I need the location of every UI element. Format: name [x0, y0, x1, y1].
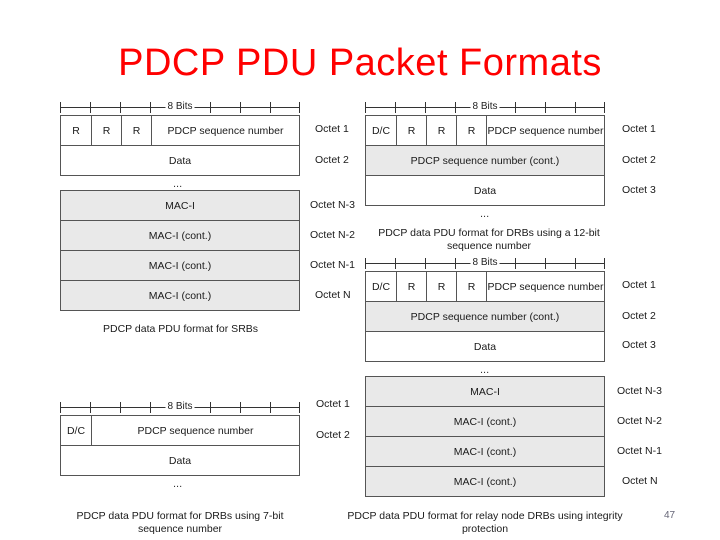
mac-i-cell: MAC-I (cont.)	[148, 259, 212, 272]
sequence-number-cell: PDCP sequence number	[151, 116, 299, 145]
relay-row-mac	[365, 376, 605, 407]
srb-row-header	[60, 115, 300, 146]
srb-row-mac	[60, 280, 300, 311]
r-bit-cell: R	[456, 116, 486, 145]
sequence-number-cell: PDCP sequence number	[486, 272, 604, 301]
octet-label: Octet 2	[622, 154, 656, 166]
r-bit-cell: R	[426, 116, 456, 145]
octet-label: Octet N	[622, 475, 658, 487]
octet-label: Octet N-1	[310, 259, 355, 271]
srb-row-data	[60, 145, 300, 176]
diagram-caption	[50, 510, 310, 536]
r-bit-cell: R	[121, 116, 151, 145]
slide-title: PDCP PDU Packet Formats	[118, 42, 602, 84]
diagram-caption	[330, 510, 640, 536]
octet-label: Octet N-2	[617, 415, 662, 427]
mac-i-cell: MAC-I	[470, 385, 500, 398]
sequence-number-cell: PDCP sequence number	[486, 116, 604, 145]
page-number: 47	[664, 510, 676, 521]
r-bit-cell: R	[396, 272, 426, 301]
caption-line: PDCP data PDU format for relay node DRBs using integrity	[347, 510, 623, 522]
r-bit-cell: R	[426, 272, 456, 301]
ellipsis: ...	[173, 478, 183, 490]
caption-line: protection	[461, 523, 509, 535]
dc-bit-cell: D/C	[66, 424, 86, 437]
relay-row-header	[365, 271, 605, 302]
octet-label: Octet 2	[315, 154, 349, 166]
drb12-row-data	[365, 175, 605, 206]
octet-label: Octet N-3	[617, 385, 662, 397]
data-cell: Data	[473, 184, 497, 197]
sequence-number-cell: PDCP sequence number	[91, 416, 299, 445]
caption-line: sequence number	[137, 523, 223, 535]
bits-label: 8 Bits	[472, 257, 498, 268]
drb12-row-header	[365, 115, 605, 146]
ellipsis: ...	[480, 208, 490, 220]
mac-i-cell: MAC-I (cont.)	[453, 415, 517, 428]
mac-i-cell: MAC-I (cont.)	[453, 445, 517, 458]
octet-label: Octet 2	[622, 310, 656, 322]
caption-line: sequence number	[446, 240, 532, 252]
dc-bit-cell: D/C	[371, 280, 391, 293]
octet-label: Octet N-3	[310, 199, 355, 211]
data-cell: Data	[168, 154, 192, 167]
octet-label: Octet 3	[622, 339, 656, 351]
caption-line: PDCP data PDU format for DRBs using a 12-bit	[378, 227, 600, 239]
dc-bit-cell: D/C	[371, 124, 391, 137]
octet-label: Octet N	[315, 289, 351, 301]
relay-row-mac	[365, 466, 605, 497]
mac-i-cell: MAC-I (cont.)	[148, 229, 212, 242]
caption-line: PDCP data PDU format for DRBs using 7-bit	[76, 510, 284, 522]
octet-label: Octet 3	[622, 184, 656, 196]
bits-label: 8 Bits	[167, 401, 193, 412]
data-cell: Data	[168, 454, 192, 467]
octet-label: Octet 2	[316, 429, 350, 441]
sequence-number-cont-cell: PDCP sequence number (cont.)	[410, 310, 560, 323]
relay-row-mac	[365, 436, 605, 467]
drb12-row-seq-cont	[365, 145, 605, 176]
bits-ruler	[60, 101, 300, 115]
diagram-caption: PDCP data PDU format for SRBs	[103, 323, 259, 335]
ellipsis: ...	[173, 178, 183, 190]
relay-row-data	[365, 331, 605, 362]
srb-row-mac	[60, 250, 300, 281]
octet-label: Octet 1	[316, 398, 350, 410]
data-cell: Data	[473, 340, 497, 353]
bits-label: 8 Bits	[472, 101, 498, 112]
drb7-row-header	[60, 415, 300, 446]
mac-i-cell: MAC-I	[165, 199, 195, 212]
mac-i-cell: MAC-I (cont.)	[148, 289, 212, 302]
octet-label: Octet 1	[315, 123, 349, 135]
sequence-number-cont-cell: PDCP sequence number (cont.)	[410, 154, 560, 167]
mac-i-cell: MAC-I (cont.)	[453, 475, 517, 488]
octet-label: Octet 1	[622, 123, 656, 135]
octet-label: Octet 1	[622, 279, 656, 291]
octet-label: Octet N-2	[310, 229, 355, 241]
relay-row-seq-cont	[365, 301, 605, 332]
diagram-caption	[360, 227, 618, 253]
bits-ruler	[365, 257, 605, 271]
bits-label: 8 Bits	[167, 101, 193, 112]
r-bit-cell: R	[396, 116, 426, 145]
bits-ruler	[60, 401, 300, 415]
drb7-row-data	[60, 445, 300, 476]
srb-row-mac	[60, 190, 300, 221]
octet-label: Octet N-1	[617, 445, 662, 457]
bits-ruler	[365, 101, 605, 115]
r-bit-cell: R	[91, 116, 121, 145]
ellipsis: ...	[480, 364, 490, 376]
relay-row-mac	[365, 406, 605, 437]
r-bit-cell: R	[456, 272, 486, 301]
srb-row-mac	[60, 220, 300, 251]
r-bit-cell: R	[72, 124, 80, 137]
